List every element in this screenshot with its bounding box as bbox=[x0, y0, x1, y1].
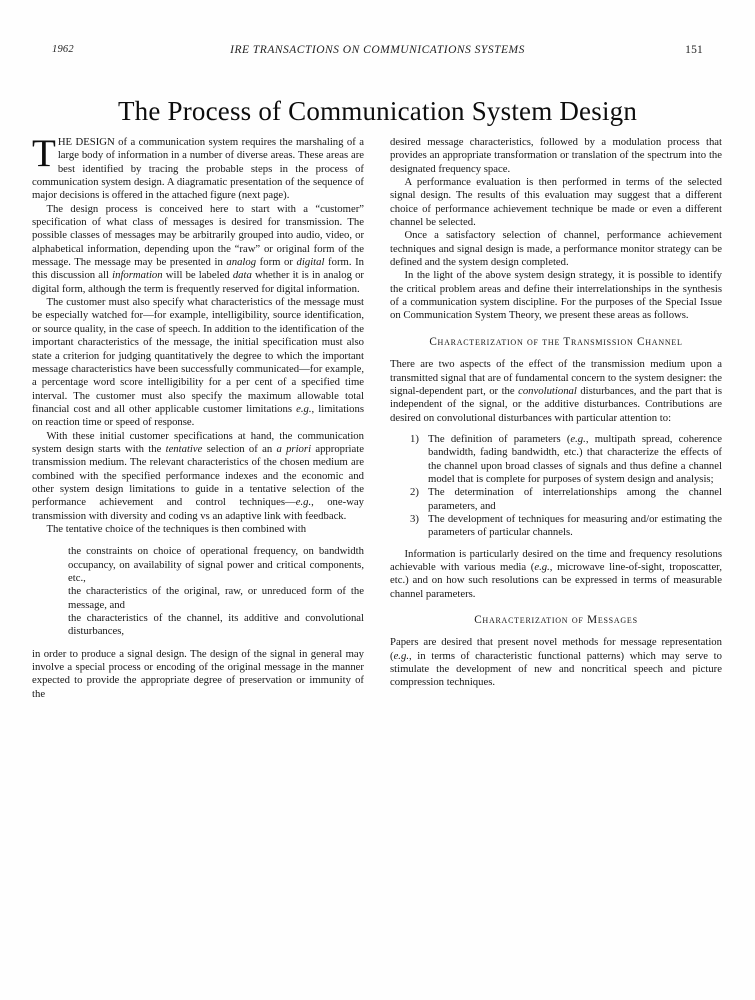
paragraph-resolutions bbox=[390, 548, 722, 601]
text-run: The customer must also specify what characteristics of the message must be especially watched for—for example, intelligibility, source identification, or source quality, in the case of speech. In addition to the identification of the important characteristics of the message, the initial specification must also state a criterion for judging quantitatively the degree to which the important message characteristics have been successfully communicated—for example, a percentage word score intelligibility for a per cent of a specified time interval. The customer must also specify the maximum allowable total financial cost and all other applicable customer limitations bbox=[32, 296, 364, 415]
emphasis-eg: e.g. bbox=[296, 402, 312, 415]
running-head-year: 1962 bbox=[52, 44, 74, 55]
text-run: With these initial customer specifications at hand, the communication system design starts with the bbox=[32, 429, 364, 455]
emphasis-data: data bbox=[232, 269, 252, 282]
emphasis-a-priori: a priori bbox=[276, 442, 312, 455]
page-number: 151 bbox=[685, 44, 703, 56]
list-marker: 3) bbox=[410, 512, 419, 525]
text-run: selection of an bbox=[202, 442, 277, 455]
emphasis-digital: digital bbox=[296, 256, 325, 269]
text-run: form. In this discussion all bbox=[32, 256, 364, 282]
emphasis-convolutional: convolutional bbox=[518, 384, 577, 397]
text-run: , microwave line-of-sight, troposcatter, etc.) and on how such resolutions can be expressed in terms of measurable channel parameters. bbox=[390, 560, 722, 600]
paragraph-customer-characteristics bbox=[32, 296, 364, 429]
emphasis-eg: e.g. bbox=[393, 649, 409, 662]
opening-paragraph-text: HE DESIGN of a communication system requires the marshaling of a large body of information in a number of diverse areas. These areas are best identified by tracing the probable steps in the process of communication system design. A diagramatic presentation of the sequence of major decisions is offered in the attached figure (next page). bbox=[32, 136, 364, 202]
emphasis-information: information bbox=[112, 269, 163, 282]
text-run: whether it is in analog or digital form, although the term is frequently reserved for digital information. bbox=[32, 269, 364, 295]
paragraph-tentative-choice: The tentative choice of the techniques is then combined with bbox=[46, 522, 307, 535]
text-run: The determination of interrelationships among the channel parameters, and bbox=[428, 486, 722, 512]
text-run: The development of techniques for measuring and/or estimating the parameters of particular channels. bbox=[428, 512, 722, 539]
text-run: appropriate transmission medium. The relevant characteristics of the chosen medium are combined with the specified performance indexes and the economic and other system design limitations to guide in a tentative selection of the performance achievement and control techniques— bbox=[32, 442, 364, 509]
paragraph-message-representation bbox=[390, 636, 722, 689]
emphasis-eg: e.g. bbox=[570, 432, 586, 445]
text-run: , multipath spread, coherence bandwidth, fading bandwidth, etc.) that characterize the effects of the channel upon broad classes of signals and thus define a channel model that is complete for purposes of system design and analysis; bbox=[428, 432, 722, 485]
list-item: the constraints on choice of operational frequency, on bandwidth occupancy, on availability of signal power and critical components, etc., bbox=[68, 545, 364, 584]
emphasis-tentative: tentative bbox=[165, 442, 203, 455]
drop-cap-letter: T bbox=[32, 132, 56, 175]
text-run: The design process is conceived here to start with a “customer” specification of what class of messages is desired for transmission. The possible classes of messages may be arbitrarily grouped into audio, video, or alphabetical information, depending upon the “raw” or original form of the message. The message may be presented in bbox=[32, 202, 364, 269]
list-marker: 1) bbox=[410, 432, 419, 445]
running-head-journal-title: IRE TRANSACTIONS ON COMMUNICATIONS SYSTEMS bbox=[230, 44, 525, 56]
text-run: form or bbox=[256, 256, 297, 269]
text-run: Papers are desired that present novel methods for message representation ( bbox=[390, 636, 722, 662]
paragraph-performance-evaluation: A performance evaluation is then performed in terms of the selected signal design. The results of this evaluation may suggest that a different choice of performance achievement technique be made or even a different channel be selected. bbox=[390, 176, 722, 229]
paragraph-satisfactory-selection: Once a satisfactory selection of channel, performance achievement techniques and signal design is made, a performance monitor strategy can be defined and the system design completed. bbox=[390, 229, 722, 269]
text-run: Information is particularly desired on the time and frequency resolutions achievable with various media ( bbox=[390, 547, 722, 573]
emphasis-eg: e.g. bbox=[534, 560, 550, 573]
paragraph-transmission-aspects bbox=[390, 358, 722, 425]
article-title: The Process of Communication System Design bbox=[117, 96, 638, 127]
numbered-list-item bbox=[410, 433, 722, 486]
section-heading-transmission-channel: Characterization of the Transmission Channel bbox=[429, 335, 683, 348]
list-item: the characteristics of the original, raw, or unreduced form of the message, and bbox=[68, 585, 364, 611]
running-head bbox=[52, 44, 703, 60]
text-run: The definition of parameters ( bbox=[428, 432, 571, 445]
list-item: the characteristics of the channel, its additive and convolutional disturbances, bbox=[68, 612, 364, 638]
emphasis-eg: e.g. bbox=[295, 496, 312, 509]
section-heading-characterization-messages: Characterization of Messages bbox=[474, 614, 638, 626]
two-column-body bbox=[32, 132, 723, 966]
numbered-list-item bbox=[410, 486, 722, 513]
paragraph-tentative-selection bbox=[32, 430, 364, 523]
emphasis-analog: analog bbox=[226, 256, 257, 269]
text-run: , in terms of characteristic functional patterns) which may serve to stimulate the development of new and noncritical speech and picture compression techniques. bbox=[390, 649, 722, 689]
left-column bbox=[32, 132, 365, 966]
opening-paragraph bbox=[32, 132, 364, 203]
constraints-list bbox=[32, 545, 364, 638]
text-run: There are two aspects of the effect of the transmission medium upon a transmitted signal that are of fundamental concern to the system designer: the signal-dependent part, or the bbox=[390, 358, 722, 397]
right-column bbox=[390, 136, 722, 966]
paragraph-message-classes bbox=[32, 203, 364, 296]
paragraph-system-design-strategy: In the light of the above system design strategy, it is possible to identify the critical problem areas and define their interrelationships in the synthesis of a communication system discipline. For the purposes of the Special Issue on Communication System Theory, we present these areas as follows. bbox=[390, 269, 722, 322]
text-run: will be labeled bbox=[162, 269, 233, 282]
text-run: disturbances, and the part that is independent of the signal, or the additive disturbances. Contributions are desired on convolutional disturbances with particular attention to: bbox=[390, 384, 722, 424]
text-run: , limitations on reaction time or speed of response. bbox=[32, 402, 364, 429]
text-run: , one-way transmission with diversity and coding vs an adaptive link with feedback. bbox=[32, 496, 365, 522]
list-marker: 2) bbox=[410, 486, 419, 499]
paragraph-modulation: desired message characteristics, followed by a modulation process that provides an appropriate transformation or translation of the spectrum into the designated frequency space. bbox=[390, 136, 722, 175]
paragraph-signal-design: in order to produce a signal design. The design of the signal in general may involve a special process or encoding of the original message in the manner expected to provide the appropriate degree of preservation or immunity of the bbox=[32, 647, 364, 700]
contributions-numbered-list bbox=[390, 433, 722, 540]
numbered-list-item bbox=[410, 513, 722, 540]
